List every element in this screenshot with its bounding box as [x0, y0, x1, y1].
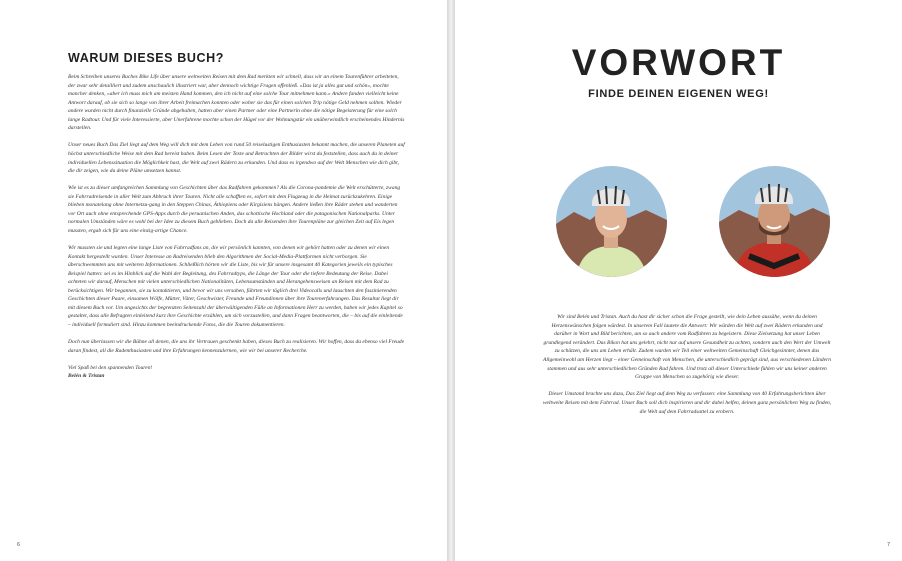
section-heading: WARUM DIESES BUCH?: [68, 51, 224, 65]
portrait-belen: [556, 166, 667, 277]
right-page: [455, 0, 902, 561]
signature-block: [68, 364, 406, 381]
paragraph: Wie ist es zu dieser umfangreichen Sammlung von Geschichten über das Radfahren gekommen? Als die Corona-pandemie die Welt erschütterte, zwang sie Fahrradreisende in aller Welt zum Abbruch ihrer Touren. Nicht alle schafften es, sofort mit dem Flugzeug in die Heimat zurückzukehren. Einige blieben monatelang ohne Internetzu-gang in den Steppen Chinas, Äthiopiens oder Kirgisiens hängen. Andere ließen ihre Räder stehen und wanderten vor Ort auch ohne entsprechende GPS-Apps durch die peruanischen Anden, das schottische Hochland oder die patagonischen Nationalparks. Unter normalen Umständen wäre es wohl bei der Idee zu diesem Buch geblieben. Doch da alle Reisenden ihre Tourenpläne zur gleichen Zeit auf Eis legen mussten, ergab sich für uns eine einzig-artige Chance.: [68, 185, 401, 234]
page-title: VORWORT: [571, 42, 786, 83]
paragraph: Doch nun überlassen wir die Bühne all denen, die uns ihr Vertrauen geschenkt haben, dieses Buch zu realisieren. Wir hoffen, dass du ebenso viel Freude daran findest, all die Radenthusiasten und ihre Erfahrungen kennenzulernen, wie wir bei unserer Recherche.: [68, 339, 405, 354]
paragraph: Beim Schreiben unseres Buches Bike Life über unsere weltweiten Reisen mit dem Rad merkten wir schnell, dass wir an einem Tourenführer arbeiteten, der zwar sehr detailliert und zudem anschaulich illustriert war, aber dennoch wichtige Fragen offenließ. »Das ist ja alles gut und schön«, mochte mancher denken, »aber ich muss mich am meisten Hand kommen, den ich nicht auf eine solche Tour mitnehmen kann.« Andere fanden vielleicht keine Antwort darauf, ob sie sich so lange von ihrer Arbeit freimachen konnten oder woher sie das für einen solchen Trip nötige Geld nehmen sollten. Wieder andere wurden nicht durch finanzielle Gründe abgehalten, hatten aber einen Partner oder eine Partnerin ohne die nötige Begeisterung für eine solch lange Radtour. Und für viele Interessierte, aber Unerfahrene mochte schon der Hügel vor der Wohnungstür ein unüberwindlich erscheinendes Hindernis darstellen.: [68, 74, 405, 132]
portrait-belen-illustration: [556, 166, 667, 277]
paragraph: Unser neues Buch Das Ziel liegt auf dem Weg will dich mit dem Leben von rund 50 reiselustigen Enthusiasten bekannt machen, die unseren Planeten auf höchst unterschiedliche Weise mit dem Rad bereist haben. Beim Lesen der Texte und Betrachten der Bilder wirst du feststellen, dass auch du in deiner individuellen Lebenssituation die Möglichkeit hast, die Welt auf zwei Rädern zu erkunden. Und dass es irgendwo auf der Welt Menschen wie dich gibt, die dir zeigen, wie du deine Pläne umsetzen kannst.: [68, 142, 405, 175]
paragraph: Wir mussten sie und legten eine lange Liste von Fahrradfans an, die wir persönlich kannten, von denen wir gehört hatten oder zu denen wir einen Kontakt hergestellt wurden. Unser Interesse an Radreisenden blieb den Algorithmen der Social-Media-Plattformen nicht verborgen. Sie überschwemmten uns mit weiteren Informationen. Schließlich hörten wir die Liste, bis wir für unsere insgesamt 40 Kategorien jeweils ein typisches Beispiel hatten: sei es im Hinblick auf die Wahl der Begleitung, des Fahrradtyps, die Länge der Tour oder die tiefere Bedeutung der Reise. Dabei achteten wir darauf, Menschen mit vielen unterschiedlichen Nationalitäten, Lebensumständen und Herangehensweisen an Reisen mit dem Rad zu berücksichtigen. Wir begannen, sie zu kontaktieren, und bevor wir uns versahen, führten wir täglich drei Videocalls und lauschten den faszinierenden Geschichten dieser Paare, einsamen Wölfe, Mütter, Väter, Geschwister, Freunde und Freundinnen über ihre Tourenerfahrungen. Das Resultat liegt dir mit diesem Buch vor. Um angesichts der begrenzten Seitenzahl der überwältigenden Fülle an Informationen Herr zu werden, haben wir jedes Kapitel so gestaltet, dass alle Befragten einleitend kurz ihre Geschichte erzählen, um sich vorzustellen, und dann Fragen beantworten, die – bis auf die einleitende – individuell formuliert sind. Hinzu kommen beeindruckende Fotos, die die Touren dokumentieren.: [68, 245, 403, 328]
page-number-right: 7: [886, 542, 890, 548]
book-gutter: [447, 0, 455, 561]
portrait-tristan-illustration: [719, 166, 830, 277]
left-body-text: [68, 73, 406, 381]
left-page: [0, 0, 447, 561]
author-names: Belén & Tristan: [68, 373, 105, 380]
page-subtitle: FINDE DEINEN EIGENEN WEG!: [588, 88, 769, 100]
paragraph: Wir sind Belén und Tristan. Auch du hast dir sicher schon die Frage gestellt, wie dein Leben aussähe, wenn du deinen Herzenswünschen folgen würdest. In unserem Fall lautete die Antwort: Wir würden die Welt auf zwei Rädern erkunden und darüber in Wort und Bild berichten, um so auch andere vom Radfahren zu begeistern. Diese Zielsetzung hat unser Leben grundlegend verändert. Das Bikon hat uns gelehrt, nicht nur auf unsere Gesundheit zu achten, sondern auch den Wert der Umwelt zu schätzen, die uns am Leben erhält. Zudem wurden wir Teil einer weltweiten Gemeinschaft Gleichgesinnter, denen das Allgemeinwohl am Herzen liegt – einer Gemeinschaft von Menschen, die unterschiedlich geprägt sind, aus verschiedenen Ländern stammen und aus sehr unterschiedlichen Gründen Rad fahren. Und trotz all dieser Unterschiede fühlen wir uns keiner anderen Gruppe von Menschen so zugehörig wie dieser.: [543, 314, 831, 381]
closing-line: Viel Spaß bei den spannenden Touren!: [68, 364, 153, 371]
portrait-tristan: [719, 166, 830, 277]
paragraph: Dieser Umstand brachte uns dazu, Das Ziel liegt auf dem Weg zu verfassen: eine Sammlung von 40 Erfahrungsberichten über weltweite Reisen mit dem Fahrrad. Unser Buch soll dich inspirieren und dir dabei helfen, deinen ganz persönlichen Weg zu finden, die Welt auf dem Fahrradsattel zu erobern.: [542, 391, 832, 415]
right-body-text: [542, 313, 832, 425]
page-number-left: 6: [17, 542, 21, 548]
